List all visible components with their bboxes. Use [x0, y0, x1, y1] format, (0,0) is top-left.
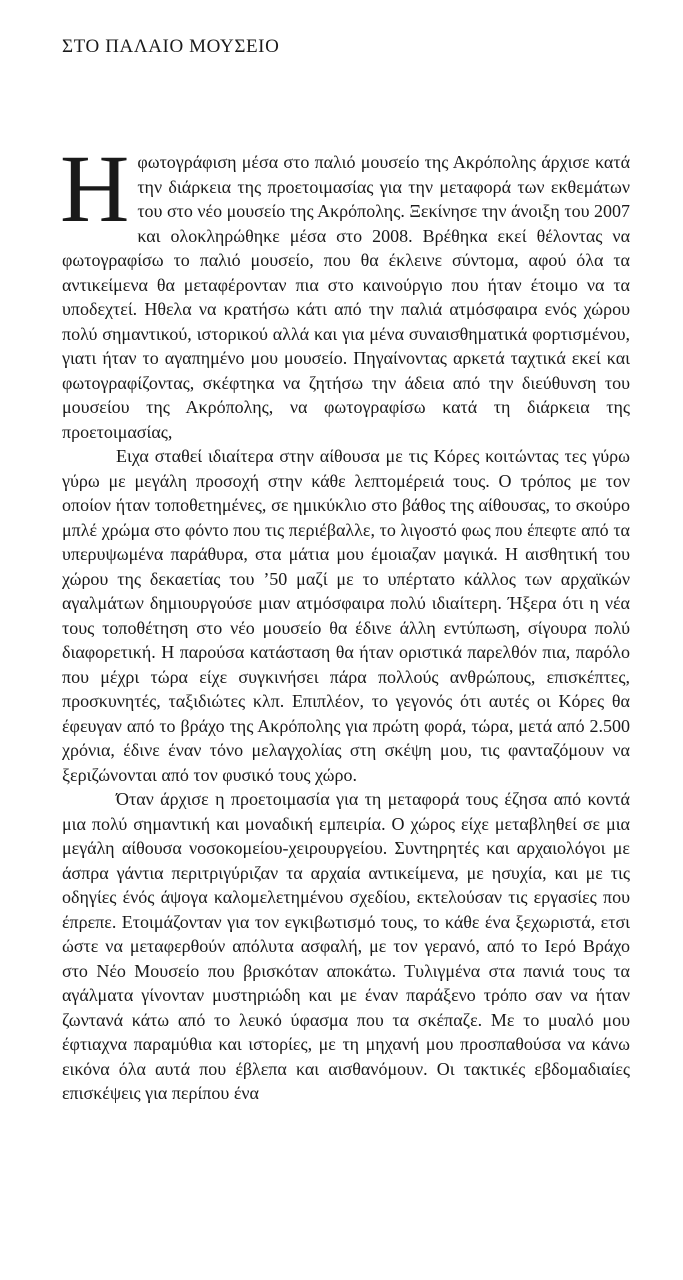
- article-body: [60, 135, 630, 1106]
- paragraph-2: Ειχα σταθεί ιδιαίτερα στην αίθουσα με τις Κόρες κοιτώντας τες γύρω γύρω με μεγάλη προσοχή στην κάθε λεπτομέρειά τους. Ο τρόπος με τον οποίον ήταν τοποθετημένες, σε ημικύκλιο στο βάθος της αίθουσας, το σκούρο μπλέ χρώμα στο φόντο που τις περιέβαλλε, το λιγοστό φως που έπεφτε από τα υπερυψωμένα παράθυρα, στα μάτια μου έμοιαζαν μαγικά. Η αισθητική του χώρου της δεκαετίας του ’50 μαζί με το υπέρτατο κάλλος των αρχαϊκών αγαλμάτων δημιουργούσε μιαν ατμόσφαιρα πολύ ιδιαίτερη. Ήξερα ότι η νέα τους τοποθέτηση στο νέο μουσείο θα έδινε άλλη εντύπωση, σίγουρα πολύ διαφορετική. Η παρούσα κατάσταση θα ήταν οριστικά παρελθόν πια, παρόλο που μέχρι τώρα είχε συγκινήσει πάρα πολλούς ανθρώπους, επισκέπτες, προσκυνητές, ταξιδιώτες κλπ. Επιπλέον, το γεγονός ότι αυτές οι Κόρες θα έφευγαν από το βράχο της Ακρόπολης για πρώτη φορά, τώρα, μετά από 2.500 χρόνια, έδινε έναν τόνο μελαγχολίας στη σκέψη μου, τις φανταζόμουν να ξεριζώνονται από τον φυσικό τους χώρο.: [62, 446, 630, 785]
- paragraph-1-text: φωτογράφιση μέσα στο παλιό μουσείο της Ακρόπολης άρχισε κατά την διάρκεια της προετοιμασίας για την μεταφορά των εκθεμάτων του στο νέο μουσείο της Ακρόπολης. Ξεκίνησε την άνοιξη του 2007 και ολοκληρώθηκε μέσα στο 2008. Βρέθηκα εκεί θέλοντας να φωτογραφίσω το παλιό μουσείο, που θα έκλεινε σύντομα, αφού όλα τα αντικείμενα θα μεταφέρονταν πια στο καινούργιο που ήταν έτοιμο να τα υποδεχτεί. Ηθελα να κρατήσω κάτι από την παλιά ατμόσφαιρα ενός χώρου πολύ σημαντικού, ιστορικού αλλά και για μένα συναισθηματικά φορτισμένου, γιατι ήταν το αγαπημένο μου μουσείο. Πηγαίνοντας αρκετά ταχτικά εκεί και φωτογραφίζοντας, σκέφτηκα να ζητήσω την άδεια από την διεύθυνση του μουσείου της Ακρόπολης, να φωτογραφίσω κατά τη διάρκεια της προετοιμασίας,: [62, 152, 630, 442]
- running-header: ΣΤΟ ΠΑΛΑΙΟ ΜΟΥΣΕΙΟ: [62, 36, 280, 57]
- paragraph-3: Όταν άρχισε η προετοιμασία για τη μεταφορά τους έζησα από κοντά μια πολύ σημαντική και μοναδική εμπειρία. Ο χώρος είχε μεταβληθεί σε μια μεγάλη αίθουσα νοσοκομείου-χειρουργείου. Συντηρητές και αρχαιολόγοι με άσπρα γάντια περιτριγύριζαν τα αρχαία αντικείμενα, με ησυχία, και με τις οδηγίες ένός άψογα καλομελετημένου σχεδίου, εκτελούσαν τις εργασίες που έπρεπε. Ετοιμάζονταν για τον εγκιβωτισμό τους, το κάθε ένα ξεχωριστά, ετσι ώστε να μεταφερθούν απόλυτα ασφαλή, με τον γερανό, από το Ιερό Βράχο στο Νέο Μουσείο που βρισκόταν αποκάτω. Τυλιγμένα στα πανιά τους τα αγάλματα γίνονταν μυστηριώδη και με έναν παράξενο τρόπο σαν να ήταν ζωντανά κάτω από το λευκό ύφασμα που τα σκέπαζε. Με το μυαλό μου έφτιαχνα παραμύθια και ιστορίες, με τη μηχανή μου προσπαθούσα να κάνω εικόνα όλα αυτά που έβλεπα και αισθανόμουν. Οι τακτικές εβδομαδιαίες επισκέψεις για περίπου ένα: [62, 789, 630, 1103]
- drop-cap-letter: Η: [60, 135, 130, 242]
- paragraph-1: [60, 135, 630, 444]
